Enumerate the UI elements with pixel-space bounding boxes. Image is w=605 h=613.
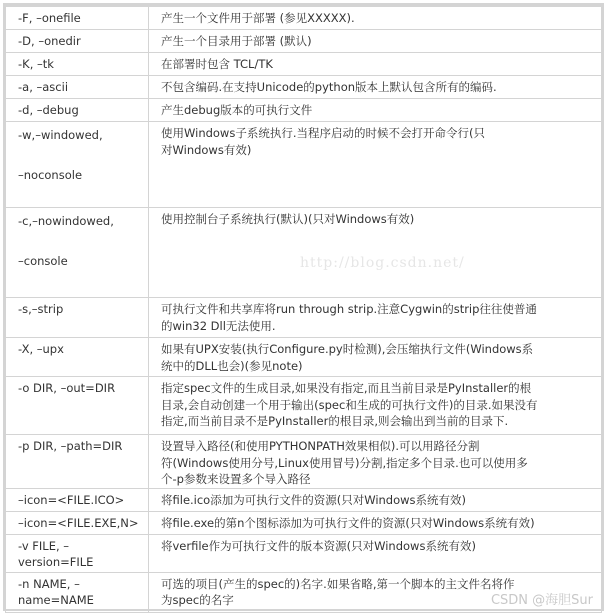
option-cell	[6, 76, 149, 99]
option-text: –noconsole	[18, 168, 83, 182]
option-cell	[6, 298, 149, 338]
description-cell	[149, 30, 602, 53]
option-cell	[6, 99, 149, 122]
description-text: 产生debug版本的可执行文件	[161, 103, 313, 117]
option-cell	[6, 53, 149, 76]
description-cell	[149, 534, 602, 572]
description-text: 指定spec文件的生成目录,如果没有指定,而且当前目录是PyInstaller的根	[161, 381, 532, 395]
table-row	[6, 377, 602, 435]
option-text: -d, –debug	[18, 103, 79, 117]
description-text: 对Windows有效)	[161, 142, 252, 157]
table-row	[6, 208, 602, 298]
description-cell	[149, 208, 602, 298]
description-text: 指定,而当前目录不是PyInstaller的根目录,则会输出到当前的目录下.	[161, 414, 509, 428]
description-text: 产生一个目录用于部署 (默认)	[161, 34, 312, 48]
description-cell	[149, 99, 602, 122]
description-cell	[149, 377, 602, 435]
description-text: 不包含编码.在支持Unicode的python版本上默认包含所有的编码.	[161, 80, 497, 94]
description-text: 目录,会自动创建一个用于输出(spec和生成的可执行文件)的目录.如果没有	[161, 397, 538, 412]
csdn-watermark: CSDN @海胆Sur	[490, 593, 593, 608]
option-cell	[6, 572, 149, 612]
table-row	[6, 53, 602, 76]
option-cell	[6, 435, 149, 489]
option-text: –icon=<FILE.EXE,N>	[18, 515, 139, 530]
option-text: -s,–strip	[18, 302, 64, 316]
description-cell	[149, 488, 602, 511]
table-row	[6, 435, 602, 489]
option-text: -v FILE, –	[18, 538, 70, 553]
description-text: 将file.exe的第n个图标添加为可执行文件的资源(只对Windows系统有效)	[161, 515, 535, 530]
table-row	[6, 511, 602, 534]
description-text: 统中的DLL也会)(参见note)	[161, 358, 303, 373]
description-cell	[149, 338, 602, 377]
description-text: 的win32 Dll无法使用.	[161, 318, 276, 333]
option-cell	[6, 511, 149, 534]
background-watermark: http://blog.csdn.net/	[300, 255, 465, 271]
option-text: –icon=<FILE.ICO>	[18, 492, 125, 507]
option-cell	[6, 122, 149, 208]
option-cell	[6, 488, 149, 511]
description-text: 可执行文件和共享库将run through strip.注意Cygwin的strip往往使普通	[161, 302, 537, 316]
option-text: -F, –onefile	[18, 11, 81, 25]
option-text: -w,–windowed,	[18, 128, 103, 142]
option-cell	[6, 7, 149, 30]
option-text: –console	[18, 254, 68, 268]
table-row	[6, 488, 602, 511]
option-cell	[6, 534, 149, 572]
description-cell	[149, 76, 602, 99]
description-text: 可选的项目(产生的spec的)名字.如果省略,第一个脚本的主文件名将作	[161, 576, 515, 591]
option-text: name=NAME	[18, 593, 94, 607]
table-row	[6, 7, 602, 30]
table-row	[6, 76, 602, 99]
description-text: 设置导入路径(和使用PYTHONPATH效果相似).可以用路径分割	[161, 439, 480, 453]
description-text: 将file.ico添加为可执行文件的资源(只对Windows系统有效)	[161, 492, 467, 507]
description-text: 为spec的名字	[161, 593, 234, 607]
description-cell	[149, 511, 602, 534]
description-text: 符(Windows使用分号,Linux使用冒号)分割,指定多个目录.也可以使用多	[161, 455, 528, 470]
description-cell	[149, 122, 602, 208]
option-cell	[6, 208, 149, 298]
description-cell	[149, 53, 602, 76]
description-text: 在部署时包含 TCL/TK	[161, 57, 273, 71]
option-text: -D, –onedir	[18, 34, 81, 48]
table-row	[6, 298, 602, 338]
description-text: 如果有UPX安装(执行Configure.py时检测),会压缩执行文件(Windows系	[161, 342, 534, 356]
options-table	[5, 6, 602, 613]
description-text: 使用Windows子系统执行.当程序启动的时候不会打开命令行(只	[161, 126, 485, 140]
option-text: -o DIR, –out=DIR	[18, 381, 116, 395]
table-row	[6, 122, 602, 208]
description-cell	[149, 7, 602, 30]
description-cell	[149, 435, 602, 489]
options-table-frame	[3, 3, 604, 611]
table-row	[6, 99, 602, 122]
description-text: 使用控制台子系统执行(默认)(只对Windows有效)	[161, 212, 415, 226]
description-text: 产生一个文件用于部署 (参见XXXXX).	[161, 11, 355, 25]
table-row	[6, 534, 602, 572]
option-cell	[6, 377, 149, 435]
option-text: -n NAME, –	[18, 576, 80, 591]
option-text: -X, –upx	[18, 342, 64, 356]
option-cell	[6, 338, 149, 377]
option-text: -a, –ascii	[18, 80, 69, 94]
table-row	[6, 30, 602, 53]
description-text: 个-p参数来设置多个导入路径	[161, 472, 311, 486]
option-text: -K, –tk	[18, 57, 54, 71]
table-row	[6, 338, 602, 377]
description-text: 将verfile作为可执行文件的版本资源(只对Windows系统有效)	[161, 538, 476, 553]
option-text: version=FILE	[18, 555, 94, 569]
option-text: -p DIR, –path=DIR	[18, 439, 123, 453]
option-cell	[6, 30, 149, 53]
option-text: -c,–nowindowed,	[18, 214, 114, 228]
description-cell	[149, 298, 602, 338]
